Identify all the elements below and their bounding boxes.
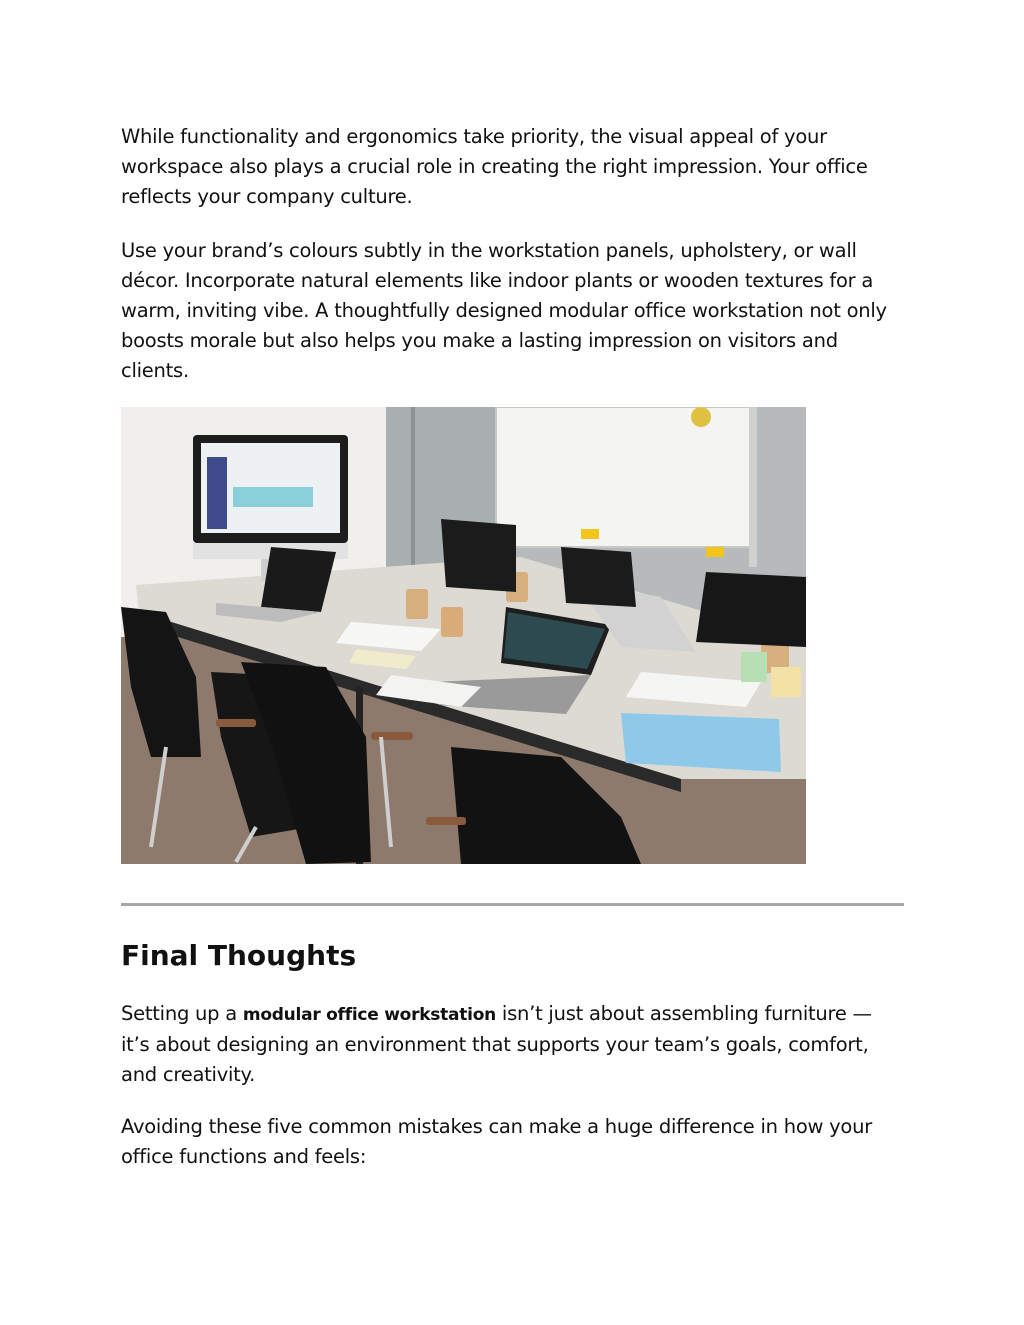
paragraph-text-end: isn’t just about assembling furniture — it’s about designing an environment that supports your team’s goals, comfort, and creativity. [121, 1002, 872, 1086]
office-meeting-room-photo [121, 407, 806, 864]
bold-phrase: modular office workstation [242, 1005, 496, 1025]
paragraph-visual-appeal: While functionality and ergonomics take priority, the visual appeal of your workspace also plays a crucial role in creating the right impression. Your office reflects your company culture. [121, 125, 868, 208]
paragraph-text-start: Setting up a [121, 1002, 243, 1025]
paragraph-brand-colours: Use your brand’s colours subtly in the workstation panels, upholstery, or wall décor. Incorporate natural elements like indoor plants or wooden textures for a warm, inviting vibe. A thoughtfully designed modular office workstation not only boosts morale but also helps you make a lasting impression on visitors and clients. [121, 239, 887, 382]
section-heading: Final Thoughts [121, 939, 357, 972]
paragraph-setting-up [121, 999, 906, 1090]
section-divider [121, 903, 904, 906]
paragraph-avoiding-mistakes: Avoiding these five common mistakes can make a huge difference in how your office functions and feels: [121, 1115, 872, 1168]
